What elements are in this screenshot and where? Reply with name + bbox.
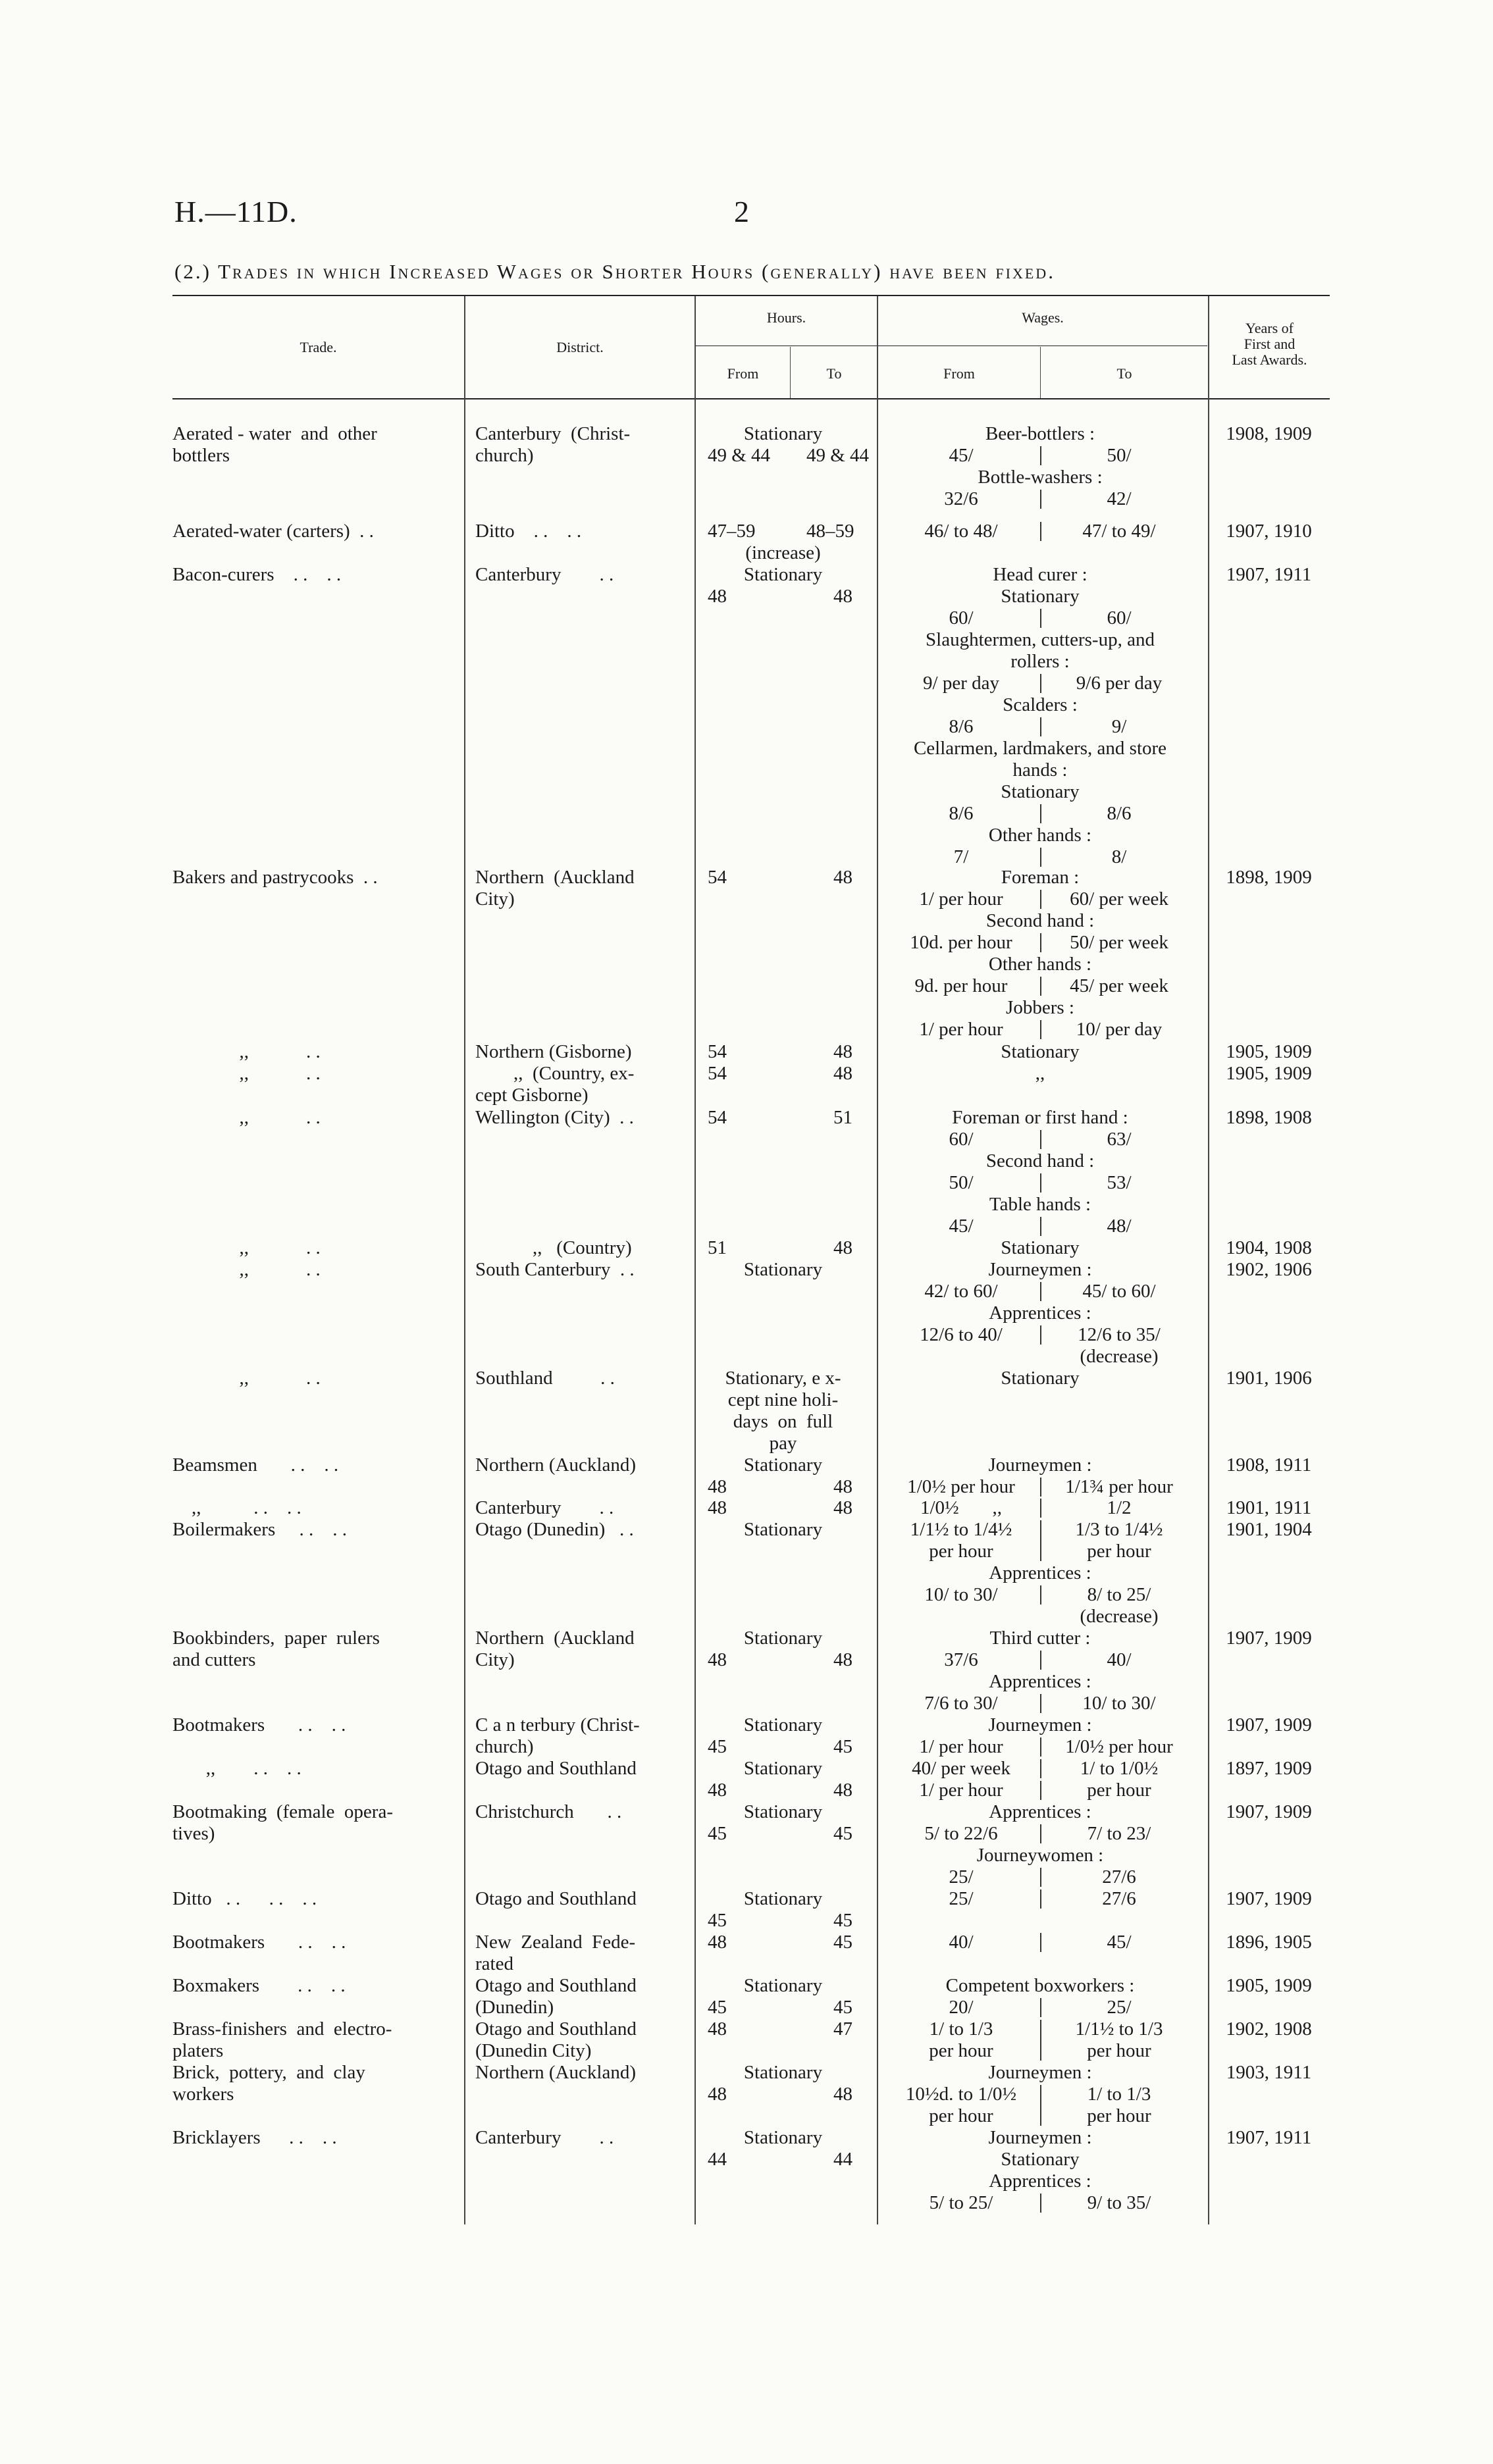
hours-to-cell: 48 bbox=[833, 1063, 852, 1084]
table-top-rule bbox=[172, 295, 1330, 296]
hours-from-cell: 45 bbox=[708, 1997, 727, 2018]
wages-from-cell: 9/ per day bbox=[923, 673, 999, 694]
wages-from-cell: 1/ per hour bbox=[919, 888, 1003, 910]
header-wages: Wages. bbox=[1022, 309, 1064, 326]
wages-separator bbox=[1040, 1477, 1041, 1497]
wages-label: Other hands : bbox=[988, 825, 1092, 846]
hours-from-cell: 49 & 44 bbox=[708, 445, 771, 466]
wages-separator bbox=[1040, 1130, 1041, 1149]
wages-separator bbox=[1040, 848, 1041, 867]
wages-separator bbox=[1040, 2020, 1041, 2061]
wages-to-cell: 1/2 bbox=[1107, 1497, 1132, 1518]
hours-to-cell: 44 bbox=[833, 2149, 852, 2170]
trade-cell: Bootmakers . . . . bbox=[172, 1932, 346, 1953]
years-cell: 1907, 1909 bbox=[1226, 1888, 1312, 1909]
hours-note-cell: (increase) bbox=[745, 542, 821, 563]
years-cell: 1897, 1909 bbox=[1226, 1758, 1312, 1779]
wages-separator bbox=[1040, 1325, 1041, 1345]
hours-cell: Stationary, e x- cept nine holi- days on full pay bbox=[725, 1368, 841, 1454]
hours-to-cell: 48–59 bbox=[806, 521, 854, 542]
wages-label: Journeymen : bbox=[988, 1714, 1092, 1735]
trade-cell: ,, . . bbox=[172, 1368, 321, 1389]
years-cell: 1901, 1906 bbox=[1226, 1368, 1312, 1389]
wages-from-cell: 45/ bbox=[949, 445, 974, 466]
hours-to-cell: 48 bbox=[833, 1649, 852, 1670]
header-hours-from: From bbox=[727, 365, 759, 382]
wages-to-cell: 50/ bbox=[1107, 445, 1132, 466]
wages-separator bbox=[1040, 1759, 1041, 1778]
wages-separator bbox=[1040, 1868, 1041, 1887]
wages-from-cell: 60/ bbox=[949, 1129, 974, 1150]
wages-to-cell: 45/ bbox=[1107, 1932, 1132, 1953]
wages-separator bbox=[1040, 977, 1041, 996]
hours-to-cell: 47 bbox=[833, 2018, 852, 2040]
wages-from-cell: 10d. per hour bbox=[910, 932, 1012, 953]
wages-separator bbox=[1040, 1520, 1041, 1561]
district-cell: Ditto . . . . bbox=[475, 521, 582, 542]
hours-to-cell: 48 bbox=[833, 586, 852, 607]
trade-cell: ,, . . bbox=[172, 1041, 321, 1062]
wages-from-cell: 7/ bbox=[953, 846, 969, 867]
district-cell: Northern (Auckland) bbox=[475, 1454, 636, 1476]
wages-to-cell: 1/ to 1/0½ bbox=[1080, 1758, 1159, 1779]
hours-from-cell: 45 bbox=[708, 1736, 727, 1757]
wages-to-cell: 25/ bbox=[1107, 1997, 1132, 2018]
wages-to-cell: per hour bbox=[1087, 1780, 1151, 1801]
hours-from-cell: 48 bbox=[708, 2018, 727, 2040]
wages-separator bbox=[1040, 1173, 1041, 1193]
wages-to-cell: 9/ bbox=[1111, 716, 1127, 737]
trade-cell: ,, . . bbox=[172, 1107, 321, 1128]
wages-from-cell: 42/ to 60/ bbox=[924, 1281, 998, 1302]
wages-label: ,, bbox=[1035, 1063, 1045, 1084]
hours-cell: Stationary bbox=[743, 1714, 823, 1735]
wages-separator bbox=[1040, 804, 1041, 823]
wages-label: Stationary bbox=[1001, 781, 1080, 802]
wages-label: Journeywomen : bbox=[976, 1845, 1104, 1866]
hours-to-cell: 45 bbox=[833, 1932, 852, 1953]
district-cell: Otago (Dunedin) . . bbox=[475, 1519, 634, 1540]
wages-label: Head curer : bbox=[993, 564, 1087, 585]
wages-separator bbox=[1040, 446, 1041, 465]
district-cell: C a n terbury (Christ- church) bbox=[475, 1714, 640, 1757]
wages-label: Journeymen : bbox=[988, 1259, 1092, 1280]
wages-from-cell: 50/ bbox=[949, 1172, 974, 1193]
hours-cell: Stationary bbox=[743, 1888, 823, 1909]
wages-label: Apprentices : bbox=[989, 2170, 1091, 2192]
wages-to-cell: 42/ bbox=[1107, 488, 1132, 509]
section-title: (2.) Trades in which Increased Wages or Shorter Hours (generally) have been fixed. bbox=[174, 260, 1055, 283]
years-cell: 1907, 1911 bbox=[1226, 2127, 1312, 2148]
hours-to-cell: 48 bbox=[833, 1237, 852, 1258]
years-cell: 1904, 1908 bbox=[1226, 1237, 1312, 1258]
district-cell: ,, (Country, ex- cept Gisborne) bbox=[475, 1063, 635, 1106]
wages-to-cell: 45/ to 60/ bbox=[1082, 1281, 1156, 1302]
years-cell: 1907, 1909 bbox=[1226, 1628, 1312, 1649]
header-district: District. bbox=[556, 339, 604, 355]
wages-separator bbox=[1040, 490, 1041, 509]
years-cell: 1908, 1911 bbox=[1226, 1454, 1312, 1476]
column-divider bbox=[1208, 296, 1209, 2224]
wages-label: Table hands : bbox=[989, 1194, 1091, 1215]
hours-to-cell: 48 bbox=[833, 1476, 852, 1497]
wages-label: Beer-bottlers : bbox=[985, 423, 1095, 444]
wages-from-cell: 5/ to 25/ bbox=[929, 2192, 993, 2213]
years-cell: 1896, 1905 bbox=[1226, 1932, 1312, 1953]
hours-to-cell: 51 bbox=[833, 1107, 852, 1128]
header-hours: Hours. bbox=[766, 309, 806, 326]
trade-cell: Bricklayers . . . . bbox=[172, 2127, 337, 2148]
wages-from-cell: 7/6 to 30/ bbox=[924, 1693, 998, 1714]
hours-cell: Stationary bbox=[743, 1628, 823, 1649]
district-cell: Northern (Auckland) bbox=[475, 2062, 636, 2083]
wages-separator bbox=[1040, 890, 1041, 909]
trade-cell: Boilermakers . . . . bbox=[172, 1519, 347, 1540]
wages-separator bbox=[1040, 1998, 1041, 2017]
wages-to-cell: 8/ bbox=[1111, 846, 1127, 867]
hours-cell: Stationary bbox=[743, 1758, 823, 1779]
wages-separator bbox=[1040, 717, 1041, 736]
trade-cell: Bootmaking (female opera- tives) bbox=[172, 1801, 393, 1844]
wages-separator bbox=[1040, 1020, 1041, 1039]
hours-from-cell: 48 bbox=[708, 586, 727, 607]
wages-from-cell: 12/6 to 40/ bbox=[920, 1324, 1003, 1345]
wages-separator bbox=[1040, 1889, 1041, 1909]
district-cell: Otago and Southland (Dunedin) bbox=[475, 1975, 637, 2018]
wages-to-cell: 12/6 to 35/ bbox=[1078, 1324, 1161, 1345]
district-cell: Canterbury . . bbox=[475, 2127, 614, 2148]
district-cell: Northern (Auckland City) bbox=[475, 1628, 635, 1670]
trade-cell: ,, . . bbox=[172, 1259, 321, 1280]
hours-to-cell: 45 bbox=[833, 1910, 852, 1931]
wages-label: Bottle-washers : bbox=[978, 467, 1103, 488]
header-wages-from: From bbox=[943, 365, 975, 382]
wages-to-cell: 7/ to 23/ bbox=[1087, 1823, 1151, 1844]
hours-from-cell: 48 bbox=[708, 1476, 727, 1497]
trade-cell: Ditto . . . . . . bbox=[172, 1888, 317, 1909]
hours-from-cell: 48 bbox=[708, 2084, 727, 2105]
hours-from-cell: 54 bbox=[708, 1107, 727, 1128]
wages-to-cell: 48/ bbox=[1107, 1216, 1132, 1237]
wages-separator bbox=[1040, 1781, 1041, 1800]
hours-from-cell: 51 bbox=[708, 1237, 727, 1258]
years-cell: 1907, 1911 bbox=[1226, 564, 1312, 585]
wages-label: Stationary bbox=[1001, 1237, 1080, 1258]
hours-from-cell: 54 bbox=[708, 1063, 727, 1084]
hours-cell: Stationary bbox=[743, 1801, 823, 1822]
wages-from-cell: 60/ bbox=[949, 607, 974, 629]
hours-from-cell: 44 bbox=[708, 2149, 727, 2170]
hours-to-cell: 45 bbox=[833, 1823, 852, 1844]
wages-label: Journeymen : bbox=[988, 1454, 1092, 1476]
hours-from-cell: 48 bbox=[708, 1497, 727, 1518]
trade-cell: Brass-finishers and electro- platers bbox=[172, 2018, 392, 2061]
page-number: 2 bbox=[734, 195, 749, 228]
wages-to-cell: 63/ bbox=[1107, 1129, 1132, 1150]
wages-label: Competent boxworkers : bbox=[945, 1975, 1135, 1996]
wages-label: Stationary bbox=[1001, 2149, 1080, 2170]
wages-label: Jobbers : bbox=[1006, 997, 1074, 1018]
hours-to-cell: 45 bbox=[833, 1997, 852, 2018]
hours-cell: Stationary bbox=[743, 1454, 823, 1476]
wages-label: Slaughtermen, cutters-up, and rollers : bbox=[926, 629, 1155, 672]
trade-cell: Bakers and pastrycooks . . bbox=[172, 867, 378, 888]
hours-from-cell: 47–59 bbox=[708, 521, 756, 542]
hours-cell: Stationary bbox=[743, 1259, 823, 1280]
hours-to-cell: 48 bbox=[833, 867, 852, 888]
wages-to-cell: 45/ per week bbox=[1070, 975, 1168, 996]
wages-subdivider bbox=[1040, 347, 1041, 398]
years-cell: 1907, 1910 bbox=[1226, 521, 1312, 542]
wages-label: Apprentices : bbox=[989, 1671, 1091, 1692]
header-hours-to: To bbox=[826, 365, 842, 382]
wages-from-cell: 1/ per hour bbox=[919, 1780, 1003, 1801]
wages-note: (decrease) bbox=[1080, 1346, 1159, 1367]
wages-from-cell: 46/ to 48/ bbox=[924, 521, 998, 542]
wages-to-cell: 10/ to 30/ bbox=[1082, 1693, 1156, 1714]
wages-label: Scalders : bbox=[1003, 694, 1078, 715]
hours-from-cell: 45 bbox=[708, 1823, 727, 1844]
hours-cell: Stationary bbox=[743, 1975, 823, 1996]
wages-label: Third cutter : bbox=[989, 1628, 1091, 1649]
wages-separator bbox=[1040, 1499, 1041, 1518]
years-cell: 1898, 1908 bbox=[1226, 1107, 1312, 1128]
wages-note: (decrease) bbox=[1080, 1606, 1159, 1627]
wages-from-cell: 5/ to 22/6 bbox=[924, 1823, 998, 1844]
wages-label: Apprentices : bbox=[989, 1562, 1091, 1583]
wages-to-cell: 8/6 bbox=[1107, 803, 1132, 824]
wages-from-cell: 1/ per hour bbox=[919, 1019, 1003, 1040]
wages-label: Other hands : bbox=[988, 954, 1092, 975]
wages-to-cell: 27/6 bbox=[1102, 1866, 1136, 1887]
wages-label: Cellarmen, lardmakers, and store hands : bbox=[913, 738, 1167, 781]
hours-from-cell: 48 bbox=[708, 1649, 727, 1670]
trade-cell: Bootmakers . . . . bbox=[172, 1714, 346, 1735]
years-cell: 1902, 1908 bbox=[1226, 2018, 1312, 2040]
header-trade: Trade. bbox=[300, 339, 337, 355]
hours-to-cell: 48 bbox=[833, 1780, 852, 1801]
wages-separator bbox=[1040, 1651, 1041, 1670]
column-divider bbox=[694, 296, 696, 2224]
wages-from-cell: 25/ bbox=[949, 1866, 974, 1887]
wages-separator bbox=[1040, 933, 1041, 952]
district-cell: Canterbury (Christ- church) bbox=[475, 423, 631, 466]
district-cell: Christchurch . . bbox=[475, 1801, 622, 1822]
years-cell: 1902, 1906 bbox=[1226, 1259, 1312, 1280]
wages-label: Stationary bbox=[1001, 1368, 1080, 1389]
column-divider bbox=[464, 296, 465, 2224]
header-wages-to: To bbox=[1116, 365, 1132, 382]
wages-separator bbox=[1040, 674, 1041, 693]
wages-from-cell: 8/6 bbox=[949, 716, 974, 737]
wages-separator bbox=[1040, 1217, 1041, 1236]
wages-label: Journeymen : bbox=[988, 2127, 1092, 2148]
wages-separator bbox=[1040, 1933, 1041, 1952]
trade-cell: Aerated-water (carters) . . bbox=[172, 521, 374, 542]
district-cell: New Zealand Fede- rated bbox=[475, 1932, 636, 1974]
wages-to-cell: 9/ to 35/ bbox=[1087, 2192, 1151, 2213]
hours-to-cell: 49 & 44 bbox=[806, 445, 870, 466]
years-cell: 1905, 1909 bbox=[1226, 1063, 1312, 1084]
wages-separator bbox=[1040, 522, 1041, 541]
trade-cell: ,, . . . . bbox=[172, 1758, 301, 1779]
hours-from-cell: 54 bbox=[708, 867, 727, 888]
hours-subdivider bbox=[790, 347, 791, 398]
district-cell: Northern (Auckland City) bbox=[475, 867, 635, 910]
wages-from-cell: 1/ to 1/3 per hour bbox=[929, 2018, 993, 2061]
wages-separator bbox=[1040, 1737, 1041, 1757]
hours-cell: Stationary bbox=[743, 564, 823, 585]
wages-separator bbox=[1040, 1824, 1041, 1843]
wages-from-cell: 1/1½ to 1/4½ per hour bbox=[910, 1519, 1012, 1562]
hours-to-cell: 48 bbox=[833, 2084, 852, 2105]
wages-to-cell: 1/ to 1/3 per hour bbox=[1087, 2084, 1151, 2126]
wages-to-cell: 40/ bbox=[1107, 1649, 1132, 1670]
district-cell: South Canterbury . . bbox=[475, 1259, 635, 1280]
trade-cell: Bookbinders, paper rulers and cutters bbox=[172, 1628, 380, 1670]
hours-from-cell: 48 bbox=[708, 1780, 727, 1801]
wages-from-cell: 20/ bbox=[949, 1997, 974, 2018]
district-cell: Otago and Southland (Dunedin City) bbox=[475, 2018, 637, 2061]
hours-cell: Stationary bbox=[743, 1519, 823, 1540]
years-cell: 1907, 1909 bbox=[1226, 1714, 1312, 1735]
wages-from-cell: 10/ to 30/ bbox=[924, 1584, 998, 1605]
hours-to-cell: 45 bbox=[833, 1736, 852, 1757]
wages-from-cell: 8/6 bbox=[949, 803, 974, 824]
trade-cell: Aerated - water and other bottlers bbox=[172, 423, 377, 466]
district-cell: ,, (Country) bbox=[475, 1237, 632, 1258]
wages-to-cell: 1/1¾ per hour bbox=[1065, 1476, 1173, 1497]
district-cell: Northern (Gisborne) bbox=[475, 1041, 632, 1062]
years-cell: 1903, 1911 bbox=[1226, 2062, 1312, 2083]
district-cell: Canterbury . . bbox=[475, 1497, 614, 1518]
wages-separator bbox=[1040, 1694, 1041, 1713]
wages-label: Stationary bbox=[1001, 586, 1080, 607]
wages-from-cell: 32/6 bbox=[944, 488, 978, 509]
header-years: Years of First and Last Awards. bbox=[1232, 320, 1307, 368]
wages-to-cell: 8/ to 25/ bbox=[1087, 1584, 1151, 1605]
trade-cell: ,, . . bbox=[172, 1063, 321, 1084]
column-divider bbox=[877, 296, 878, 2224]
wages-separator bbox=[1040, 609, 1041, 628]
wages-to-cell: 1/0½ per hour bbox=[1065, 1736, 1173, 1757]
wages-to-cell: 50/ per week bbox=[1070, 932, 1168, 953]
trade-cell: Boxmakers . . . . bbox=[172, 1975, 346, 1996]
wages-label: Second hand : bbox=[985, 1150, 1095, 1171]
wages-from-cell: 1/ per hour bbox=[919, 1736, 1003, 1757]
wages-separator bbox=[1040, 1585, 1041, 1604]
trade-cell: Bacon-curers . . . . bbox=[172, 564, 342, 585]
years-cell: 1908, 1909 bbox=[1226, 423, 1312, 444]
years-cell: 1905, 1909 bbox=[1226, 1975, 1312, 1996]
wages-from-cell: 9d. per hour bbox=[914, 975, 1008, 996]
document-id: H.—11D. bbox=[174, 195, 298, 228]
hours-to-cell: 48 bbox=[833, 1041, 852, 1062]
wages-from-cell: 1/0½ per hour bbox=[907, 1476, 1015, 1497]
wages-to-cell: 60/ bbox=[1107, 607, 1132, 629]
wages-to-cell: 9/6 per day bbox=[1076, 673, 1163, 694]
district-cell: Otago and Southland bbox=[475, 1888, 637, 1909]
wages-to-cell: 1/1½ to 1/3 per hour bbox=[1075, 2018, 1163, 2061]
wages-separator bbox=[1040, 2194, 1041, 2213]
wages-to-cell: 1/3 to 1/4½ per hour bbox=[1075, 1519, 1163, 1562]
wages-separator bbox=[1040, 2085, 1041, 2126]
wages-from-cell: 1/0½ ,, bbox=[920, 1497, 1003, 1518]
wages-label: Foreman or first hand : bbox=[952, 1107, 1128, 1128]
trade-cell: Beamsmen . . . . bbox=[172, 1454, 339, 1476]
wages-label: Stationary bbox=[1001, 1041, 1080, 1062]
hours-from-cell: 54 bbox=[708, 1041, 727, 1062]
hours-from-cell: 48 bbox=[708, 1932, 727, 1953]
district-cell: Wellington (City) . . bbox=[475, 1107, 634, 1128]
hours-cell: Stationary bbox=[743, 423, 823, 444]
wages-label: Journeymen : bbox=[988, 2062, 1092, 2083]
wages-from-cell: 37/6 bbox=[944, 1649, 978, 1670]
trade-cell: Brick, pottery, and clay workers bbox=[172, 2062, 365, 2105]
district-cell: Southland . . bbox=[475, 1368, 615, 1389]
district-cell: Otago and Southland bbox=[475, 1758, 637, 1779]
wages-label: Second hand : bbox=[985, 910, 1095, 931]
hours-to-cell: 48 bbox=[833, 1497, 852, 1518]
hours-from-cell: 45 bbox=[708, 1910, 727, 1931]
wages-from-cell: 45/ bbox=[949, 1216, 974, 1237]
wages-separator bbox=[1040, 1282, 1041, 1301]
wages-from-cell: 40/ bbox=[949, 1932, 974, 1953]
hours-cell: Stationary bbox=[743, 2062, 823, 2083]
trade-cell: ,, . . bbox=[172, 1237, 321, 1258]
years-cell: 1901, 1904 bbox=[1226, 1519, 1312, 1540]
wages-label: Apprentices : bbox=[989, 1801, 1091, 1822]
years-cell: 1905, 1909 bbox=[1226, 1041, 1312, 1062]
trade-cell: ,, . . . . bbox=[172, 1497, 301, 1518]
header-bottom-rule bbox=[172, 398, 1330, 399]
wages-to-cell: 53/ bbox=[1107, 1172, 1132, 1193]
district-cell: Canterbury . . bbox=[475, 564, 614, 585]
wages-to-cell: 27/6 bbox=[1102, 1888, 1136, 1909]
wages-label: Apprentices : bbox=[989, 1302, 1091, 1323]
years-cell: 1898, 1909 bbox=[1226, 867, 1312, 888]
hours-cell: Stationary bbox=[743, 2127, 823, 2148]
years-cell: 1901, 1911 bbox=[1226, 1497, 1312, 1518]
wages-to-cell: 60/ per week bbox=[1070, 888, 1168, 910]
wages-to-cell: 10/ per day bbox=[1076, 1019, 1163, 1040]
wages-from-cell: 10½d. to 1/0½ per hour bbox=[905, 2084, 1017, 2126]
wages-from-cell: 40/ per week bbox=[912, 1758, 1010, 1779]
years-cell: 1907, 1909 bbox=[1226, 1801, 1312, 1822]
wages-from-cell: 25/ bbox=[949, 1888, 974, 1909]
wages-to-cell: 47/ to 49/ bbox=[1082, 521, 1156, 542]
wages-label: Foreman : bbox=[1001, 867, 1080, 888]
